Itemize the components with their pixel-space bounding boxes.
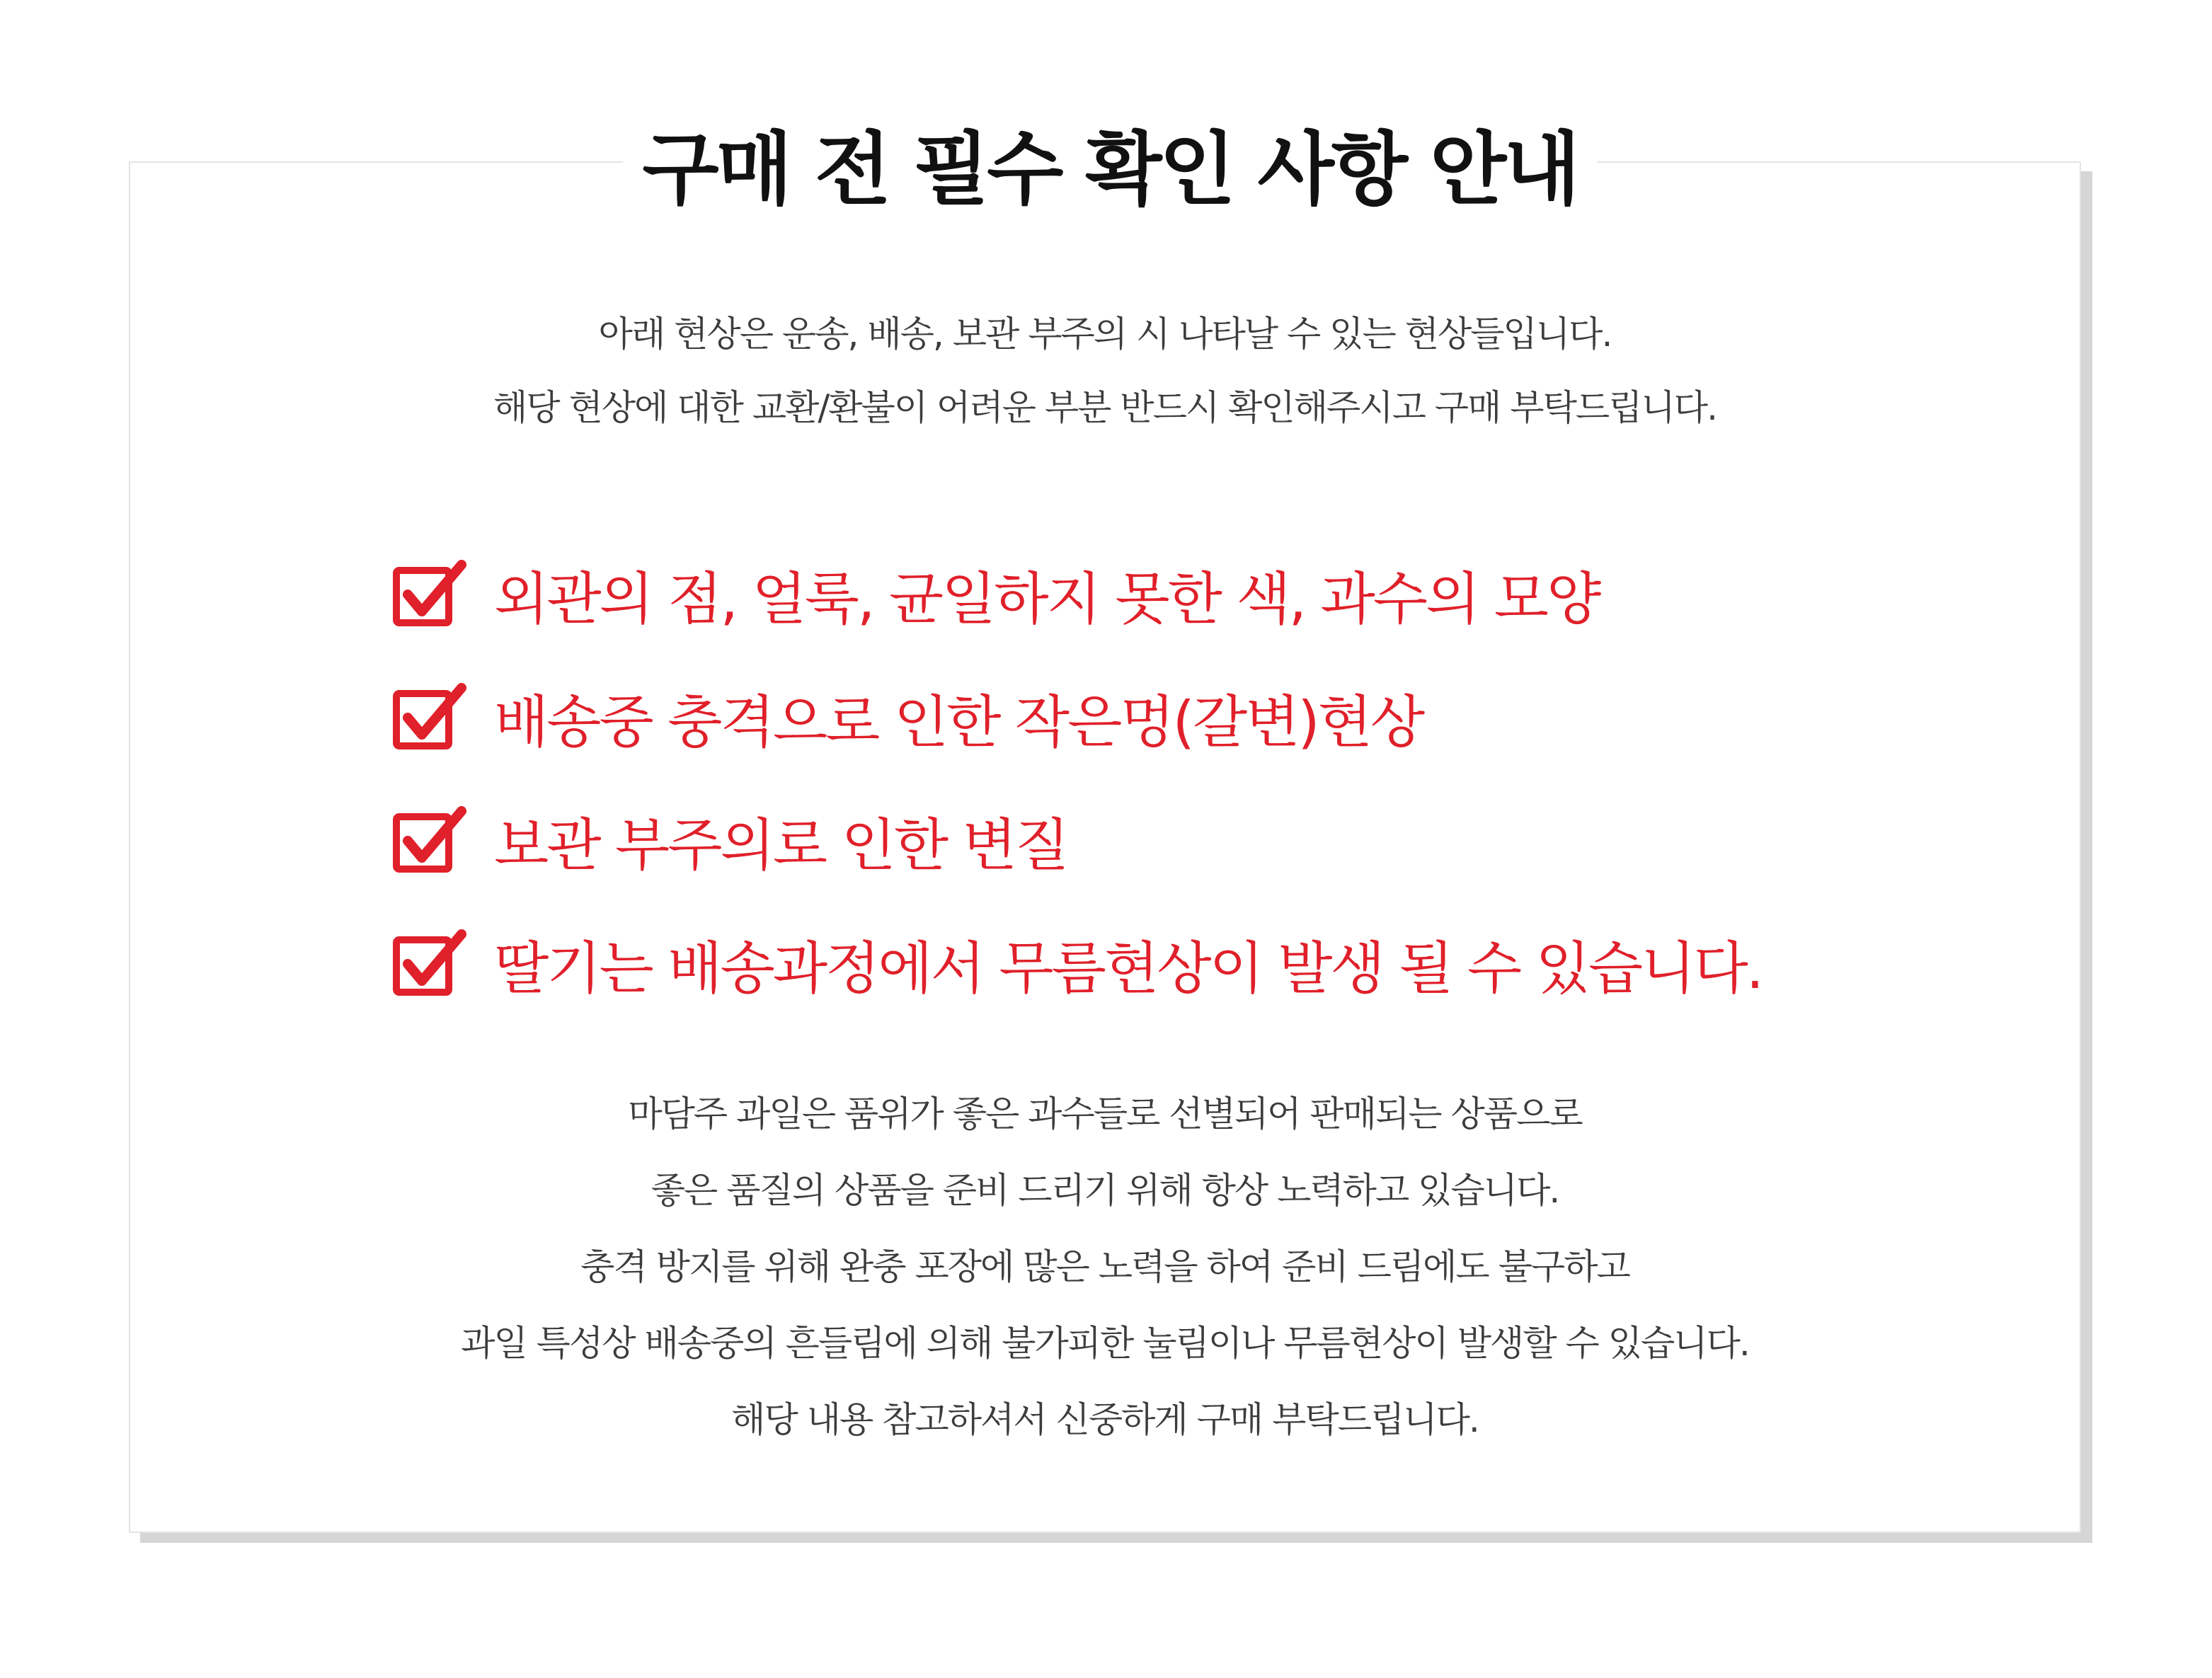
check-item — [391, 778, 1877, 902]
intro-text — [129, 297, 2081, 444]
outro-line: 충격 방지를 위해 완충 포장에 많은 노력을 하여 준비 드림에도 불구하고 — [580, 1246, 1629, 1287]
outro-line: 과일 특성상 배송중의 흔들림에 의해 불가피한 눌림이나 무름현상이 발생할 수 있습니다. — [461, 1323, 1749, 1364]
checkbox-checked-icon — [391, 924, 469, 1002]
checkbox-checked-icon — [391, 555, 469, 633]
checkbox-checked-icon — [391, 801, 469, 879]
title-container — [623, 106, 1597, 219]
checkbox-checked-icon — [391, 678, 469, 756]
check-item — [391, 532, 1877, 655]
intro-line: 아래 현상은 운송, 배송, 보관 부주의 시 나타날 수 있는 현상들입니다. — [598, 314, 1612, 355]
page-title: 구매 전 필수 확인 사항 안내 — [642, 123, 1578, 216]
outro-line: 마담주 과일은 품위가 좋은 과수들로 선별되어 판매되는 상품으로 — [628, 1093, 1582, 1134]
outro-line: 해당 내용 참고하셔서 신중하게 구매 부탁드립니다. — [731, 1399, 1479, 1440]
outro-text — [129, 1076, 2081, 1458]
check-item-label: 배송중 충격으로 인한 작은멍(갈변)현상 — [494, 689, 1423, 755]
check-item — [391, 902, 1877, 1025]
check-item-label: 딸기는 배송과정에서 무름현상이 발생 될 수 있습니다. — [494, 935, 1763, 1001]
outro-line: 좋은 품질의 상품을 준비 드리기 위해 항상 노력하고 있습니다. — [651, 1170, 1559, 1211]
check-item-label: 외관의 점, 얼룩, 균일하지 못한 색, 과수의 모양 — [494, 565, 1600, 632]
check-item-label: 보관 부주의로 인한 변질 — [494, 812, 1068, 878]
check-item — [391, 655, 1877, 778]
check-list — [391, 532, 1877, 1025]
intro-line: 해당 현상에 대한 교환/환불이 어려운 부분 반드시 확인해주시고 구매 부탁드립니다. — [493, 387, 1717, 428]
